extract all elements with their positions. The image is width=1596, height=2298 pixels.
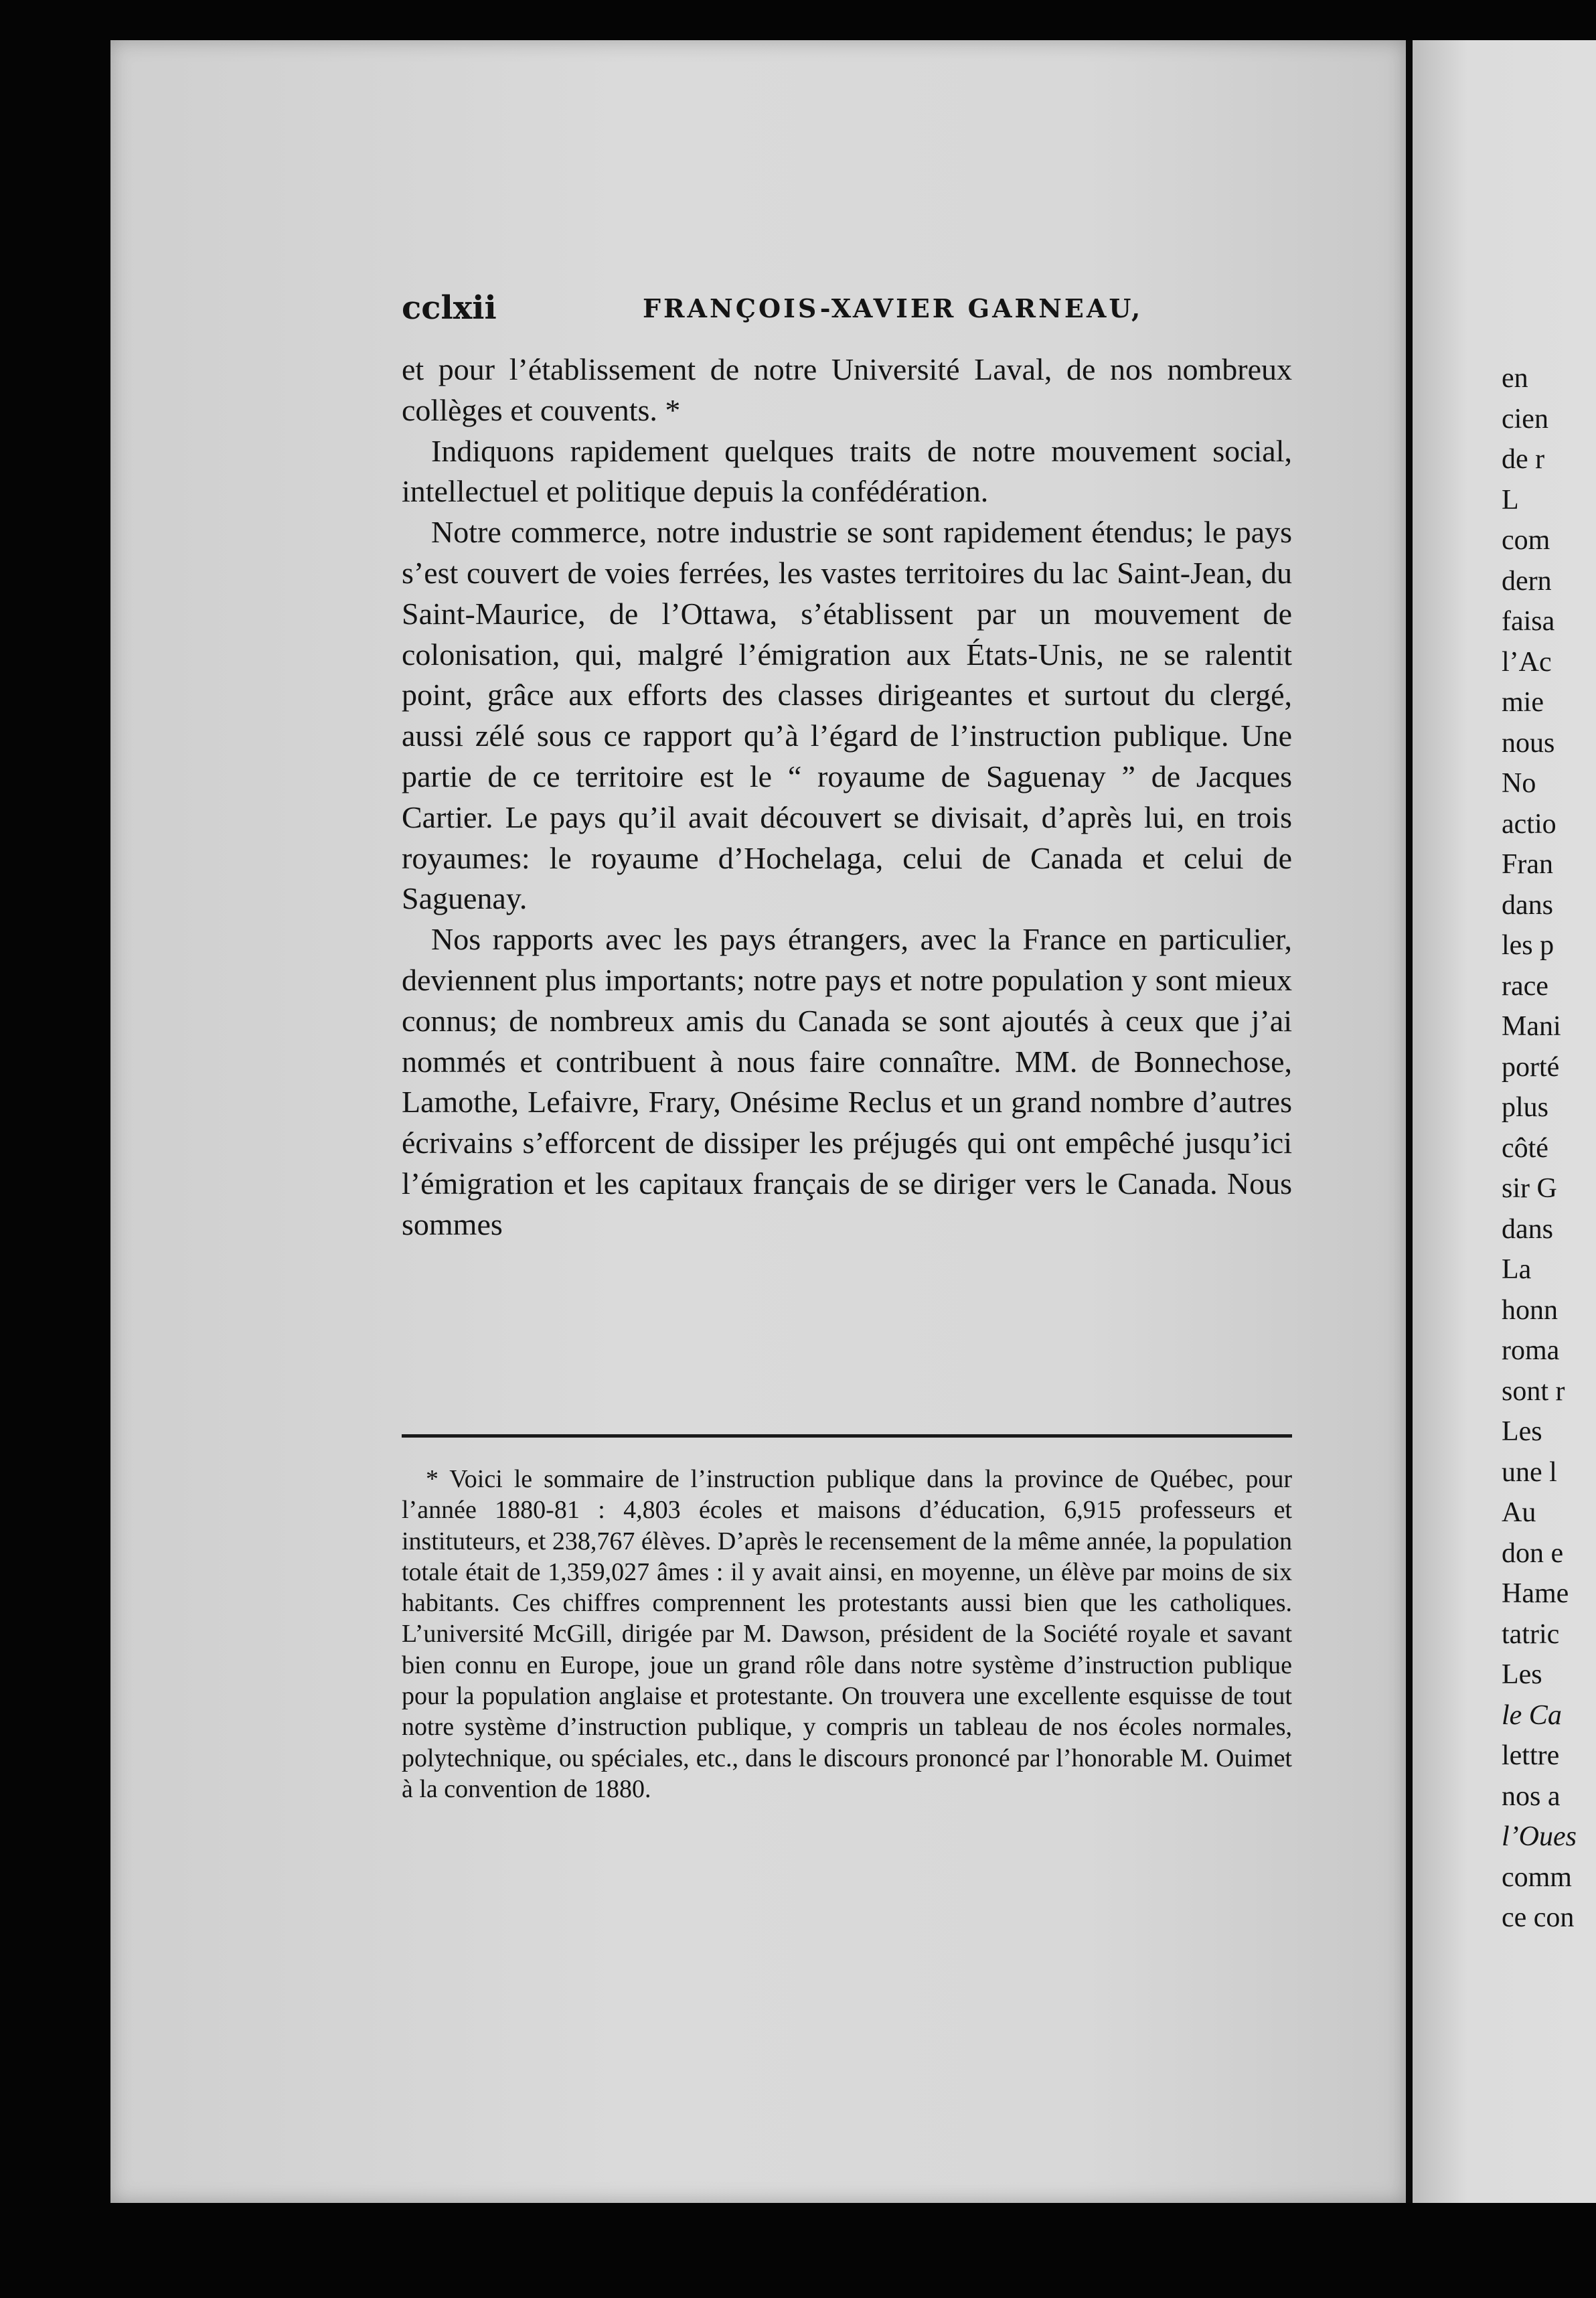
facing-page-line: l’Oues [1502,1821,1577,1852]
facing-page-line: mie [1502,687,1544,718]
running-title: FRANÇOIS-XAVIER GARNEAU, [643,293,1143,323]
facing-page-line: l’Ac [1502,646,1552,678]
facing-page-line: dans [1502,1213,1553,1245]
facing-page-line: Les [1502,1659,1542,1690]
facing-page-line: La [1502,1254,1532,1285]
facing-page-line: ce con [1502,1902,1575,1933]
facing-page-line: une l [1502,1456,1557,1488]
facing-page-line: com [1502,525,1550,556]
paragraph-2: Indiquons rapidement quelques traits de notre mouvement social, intellectuel et politique depuis la confédération. [402,433,1292,509]
facing-page-line: Mani [1502,1011,1561,1042]
paragraph-3: Notre commerce, notre industrie se sont rapidement étendus; le pays s’est couvert de voies ferrées, les vastes territoires du lac Saint-Jean, du Saint-Maurice, de l’Ottawa, s’établissent par un mouvement de colonisation, qui, malgré l’émigration aux États-Unis, ne se ralentit point, grâce aux efforts des classes dirigeantes et surtout du clergé, aussi zélé sous ce rapport qu’à l’égard de l’instruction publique. Une partie de ce territoire est le “ royaume de Saguenay ” de Jacques Cartier. Le pays qu’il avait découvert se divisait, d’après lui, en trois royaumes: le royaume d’Hochelaga, celui de Canada et celui de Saguenay. [402,515,1292,916]
facing-page-line: comm [1502,1861,1572,1893]
facing-page-line: Hame [1502,1578,1569,1609]
facing-page-line: Fran [1502,849,1553,880]
facing-page-line: dans [1502,889,1553,921]
footnote: * Voici le sommaire de l’instruction publique dans la province de Québec, pour l’année 1880-81 : 4,803 écoles et maisons d’éducation, 6,915 professeurs et instituteurs, et 238,767 élèves. D’après le recensement de la même année, la population totale était de 1,359,027 âmes : il y avait ainsi, en moyenne, un élève par moins de six habitants. Ces chiffres comprennent les protestants aussi bien que les catholiques. L’université McGill, dirigée par M. Dawson, président de la Société royale et savant bien connu en Europe, joue un grand rôle dans notre système d’instruction publique pour la population anglaise et protestante. On trouvera une excellente esquisse de tout notre système d’instruction publique, y compris un tableau de nos écoles normales, polytechnique, ou spéciales, etc., dans le discours prononcé par l’honorable M. Ouimet à la convention de 1880. [402,1465,1292,1803]
facing-page-line: les p [1502,930,1554,961]
facing-page-line: sont r [1502,1375,1565,1407]
paragraph-4: Nos rapports avec les pays étrangers, avec la France en particulier, deviennent plus importants; notre pays et notre population y sont mieux connus; de nombreux amis du Canada se sont ajoutés à ceux que j’ai nommés et contribuent à nous faire connaître. MM. de Bonnechose, Lamothe, Lefaivre, Frary, Onésime Reclus et un grand nombre d’autres écrivains s’efforcent de dissiper les préjugés qui ont empêché jusqu’ici l’émigration et les capitaux français de se diriger vers le Canada. Nous sommes [402,922,1292,1241]
facing-page-line: plus [1502,1092,1549,1123]
facing-page-line: côté [1502,1132,1548,1164]
paragraph-1: et pour l’établissement de notre Université Laval, de nos nombreux collèges et couvents. * [402,352,1292,427]
facing-page-line: sir G [1502,1173,1557,1204]
facing-page-line: honn [1502,1294,1558,1326]
facing-page-line: de r [1502,444,1545,475]
facing-page-line: le Ca [1502,1699,1562,1731]
facing-page-line: dern [1502,565,1552,597]
facing-page-line: cien [1502,403,1548,435]
page-number: cclxii [402,289,497,327]
facing-page-line: Au [1502,1497,1536,1528]
facing-page-line: nos a [1502,1780,1561,1812]
facing-page-line: actio [1502,808,1557,840]
footnote-rule [402,1434,1292,1438]
page-header [402,289,1295,329]
facing-page-line: porté [1502,1051,1560,1083]
main-text [402,350,1292,1245]
facing-page-line: en [1502,363,1528,394]
facing-page-text [1502,358,1596,1938]
facing-page-line: L [1502,484,1519,516]
facing-page-line: nous [1502,727,1555,759]
facing-page-line: faisa [1502,606,1555,637]
book-gutter [1406,40,1413,2203]
facing-page-line: lettre [1502,1740,1560,1771]
facing-page-line: don e [1502,1537,1564,1569]
facing-page-line: race [1502,970,1548,1002]
facing-page-line: roma [1502,1335,1560,1366]
facing-page-line: tatric [1502,1618,1560,1650]
facing-page-line: Les [1502,1416,1542,1447]
facing-page-line: No [1502,768,1536,799]
